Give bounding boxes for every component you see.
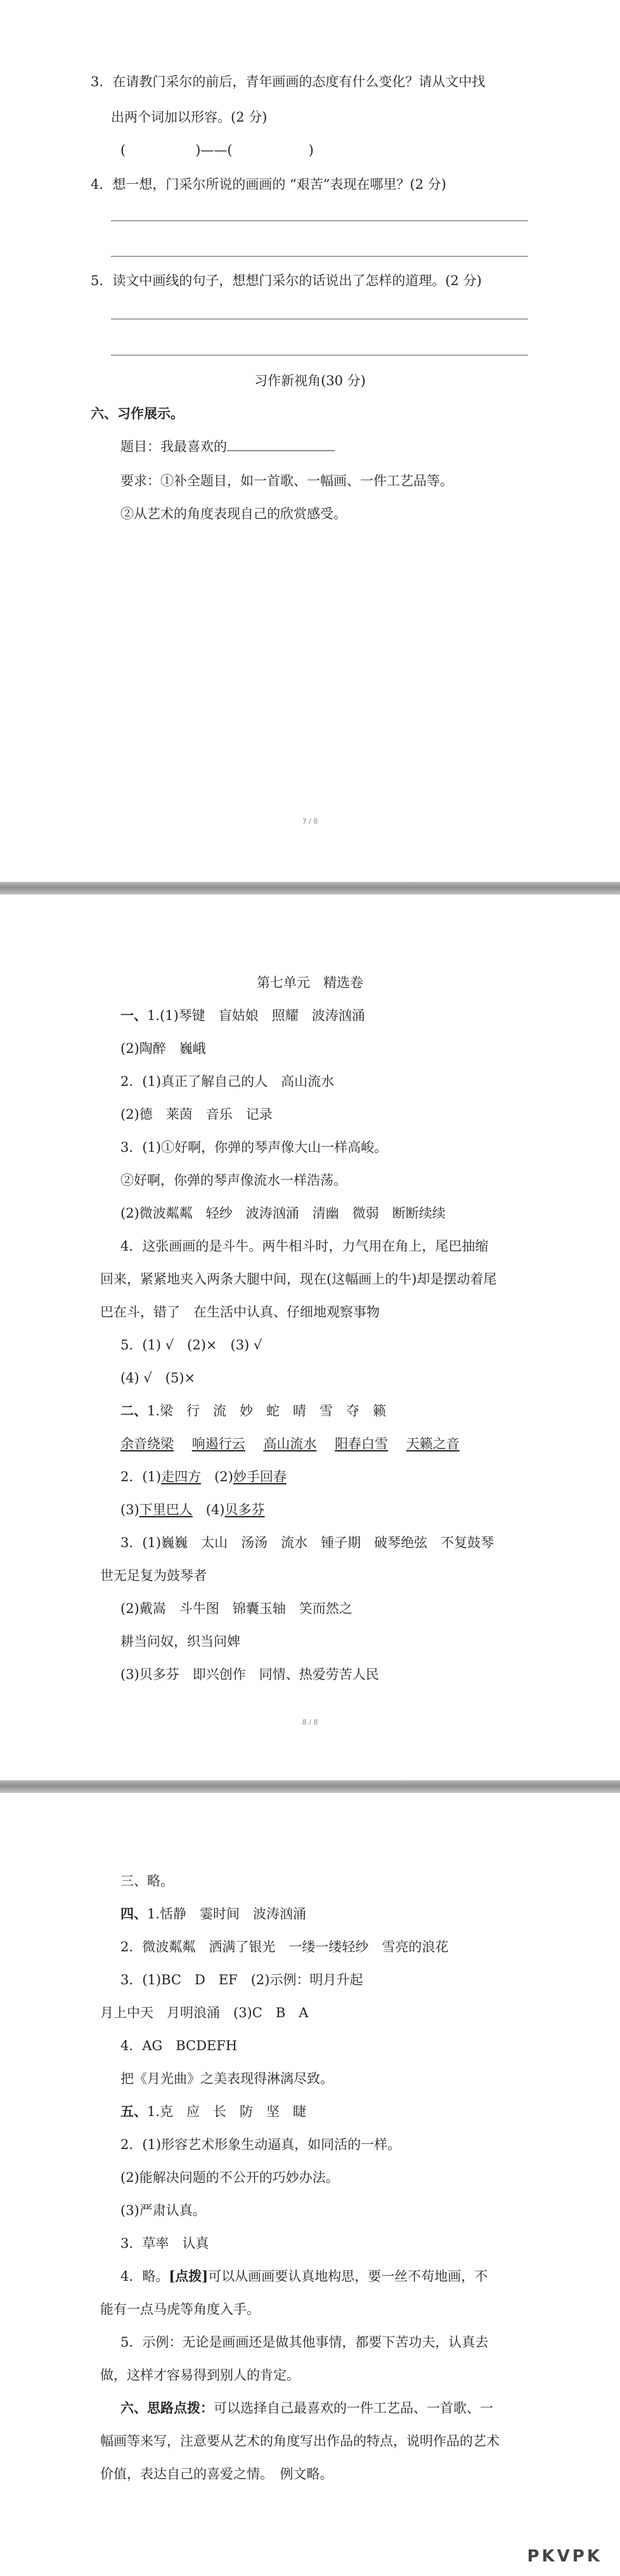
answer-line-5: 3．(1)①好啊，你弹的琴声像大山一样高峻。 (120, 1140, 388, 1155)
answer-line-19: (2)戴嵩 斗牛图 锦囊玉轴 笑而然之 (120, 1601, 352, 1616)
underlined-answer: 下里巴人 (139, 1502, 193, 1517)
q3-close-paren: ) (308, 143, 314, 158)
answer-line-16: 做，这样才容易得到别人的肯定。 (100, 2368, 300, 2383)
answer-line (111, 256, 528, 257)
answer-line-14: 能有一点马虎等角度入手。 (100, 2302, 260, 2317)
q3-open-paren: ( (120, 143, 126, 158)
answer-line-3: 2．(1)真正了解自己的人 高山流水 (120, 1074, 335, 1089)
answer-text: 1.梁 行 流 妙 蛇 晴 雪 夺 籁 (147, 1403, 387, 1419)
underlined-answer: 贝多芬 (224, 1502, 265, 1517)
answer-line-13 (120, 2267, 488, 2286)
page-separator (0, 1780, 620, 1793)
answer-line-13 (120, 1401, 386, 1420)
answer-line-6: ②好啊，你弹的琴声像流水一样浩荡。 (120, 1173, 347, 1188)
answer-line-11: 5．(1) √ (2)× (3) √ (120, 1337, 262, 1353)
answer-line-19: 价值，表达自己的喜爱之情。 例文略。 (100, 2466, 333, 2482)
answer-line-4: 3．(1)BC D EF (2)示例：明月升起 (120, 1972, 363, 1987)
underlined-answer: 妙手回春 (233, 1469, 287, 1484)
answer-line-2 (120, 1904, 306, 1923)
idiom: 高山流水 (263, 1436, 317, 1451)
answer-text: 1.(1)琴键 盲姑娘 照耀 波涛汹涌 (147, 1008, 365, 1023)
page-8 (0, 895, 620, 1780)
idiom: 响遏行云 (191, 1436, 245, 1451)
hint-label: [点拨] (169, 2268, 209, 2284)
page-number: 7 / 8 (302, 817, 318, 826)
requirement-1: 要求：①补全题目，如一首歌、一幅画、一件工艺品等。 (120, 473, 453, 488)
q3-mid-paren: )——( (195, 143, 233, 158)
idiom: 余音绕梁 (120, 1436, 174, 1451)
answer-line-18: 幅画等来写，注意要从艺术的角度写出作品的特点，说明作品的艺术 (100, 2433, 500, 2449)
answer-line-11: (3)严肃认真。 (120, 2203, 206, 2218)
page-number: 8 / 8 (302, 1718, 318, 1726)
answer-line-9: 2．(1)形容艺术形象生动逼真，如同活的一样。 (120, 2137, 401, 2152)
answer-line-20: 耕当问奴，织当问婢 (120, 1634, 240, 1649)
requirement-2: ②从艺术的角度表现自己的欣赏感受。 (120, 506, 347, 521)
q3-line2: 出两个词加以形容。(2 分) (111, 110, 268, 125)
answer-line-5: 月上中天 月明浪涌 (3)C B A (100, 2005, 309, 2020)
page-separator (0, 882, 620, 895)
answer-line-2: (2)陶醉 巍峨 (120, 1041, 206, 1056)
part-heading: 六、思路点拨： (120, 2400, 214, 2416)
answer-text: 可以从画画要认真地构思，要一丝不苟地画，不 (208, 2269, 488, 2284)
part6-heading: 六、习作展示。 (91, 405, 184, 421)
q3-line1: 3．在请教门采尔的前后，青年画画的态度有什么变化？请从文中找 (91, 74, 486, 89)
unit-title: 第七单元 精选卷 (257, 975, 363, 990)
answer-line-17: 3．(1)巍巍 太山 汤汤 流水 锺子期 破琴绝弦 不复鼓琴 (120, 1535, 494, 1550)
answer-line-16 (120, 1500, 265, 1519)
answer-text: 1.克 应 长 防 坚 睫 (147, 2104, 307, 2119)
answer-line-8: 4．这张画画的是斗牛。两牛相斗时，力气用在角上，尾巴抽缩 (120, 1239, 489, 1254)
answer-line-10: (2)能解决问题的不公开的巧妙办法。 (120, 2170, 339, 2185)
idiom: 天籁之音 (406, 1436, 460, 1451)
underlined-answer: 走四方 (161, 1469, 202, 1484)
answer-line-4: (2)德 莱茵 音乐 记录 (120, 1107, 273, 1122)
answer-line-8 (120, 2102, 306, 2121)
answer-line-3: 2．微波粼粼 洒满了银光 一缕一缕轻纱 雪亮的浪花 (120, 1939, 449, 1954)
answer-line-15: 5．示例：无论是画画还是做其他事情，都要下苦功夫，认真去 (120, 2335, 489, 2350)
answer-line-17 (120, 2399, 493, 2418)
answer-text: 2．(1) (120, 1469, 162, 1484)
answer-text: (3) (120, 1502, 139, 1517)
answer-text: (2) (201, 1469, 233, 1484)
q3-answer-slots (120, 141, 314, 160)
answer-line-12: 3．草率 认真 (120, 2236, 209, 2251)
answer-text: (4) (192, 1502, 225, 1517)
idiom-list (120, 1434, 460, 1453)
answer-line-15 (120, 1467, 287, 1486)
answer-line (111, 220, 528, 221)
answer-text: 可以选择自己最喜欢的一件工艺品、一首歌、一 (214, 2401, 493, 2416)
answer-line-6: 4．AG BCDEFH (120, 2038, 238, 2053)
answer-line-12: (4) √ (5)× (120, 1370, 196, 1386)
part-heading: 一、 (120, 1007, 147, 1023)
part-heading: 四、 (120, 1906, 147, 1922)
answer-line-10: 巴在斗，错了 在生活中认真、仔细地观察事物 (100, 1304, 380, 1320)
answer-line-21: (3)贝多芬 即兴创作 同情、热爱劳苦人民 (120, 1667, 379, 1682)
page-answers-continued (0, 1793, 620, 2576)
part-heading: 二、 (120, 1403, 147, 1419)
topic-label: 题目：我最喜欢的 (120, 439, 227, 454)
topic-line (120, 437, 335, 456)
answer-line-7: 把《月光曲》之美表现得淋漓尽致。 (120, 2071, 333, 2086)
answer-line-9: 回来，紧紧地夹入两条大腿中间，现在(这幅画上的牛)却是摆动着尾 (100, 1272, 497, 1287)
answer-line-7: (2)微波粼粼 轻纱 波涛汹涌 清幽 微弱 断断续续 (120, 1206, 446, 1221)
answer-line-1 (120, 1006, 365, 1025)
watermark-logo: PKVPK (527, 2547, 602, 2566)
page-7 (0, 0, 620, 882)
answer-text: 4．略。 (120, 2269, 169, 2284)
section-title: 习作新视角(30 分) (254, 373, 366, 388)
q4-text: 4．想一想，门采尔所说的画画的 “艰苦”表现在哪里？(2 分) (91, 177, 446, 192)
part-heading: 五、 (120, 2103, 147, 2119)
topic-blank (227, 437, 335, 451)
q5-text: 5．读文中画线的句子，想想门采尔的话说出了怎样的道理。(2 分) (91, 273, 482, 288)
idiom: 阳春白雪 (335, 1436, 389, 1451)
answer-text: 1.恬静 霎时间 波涛汹涌 (147, 1906, 307, 1922)
answer-line-18: 世无足复为鼓琴者 (100, 1568, 207, 1583)
answer-line-1: 三、略。 (120, 1873, 174, 1889)
